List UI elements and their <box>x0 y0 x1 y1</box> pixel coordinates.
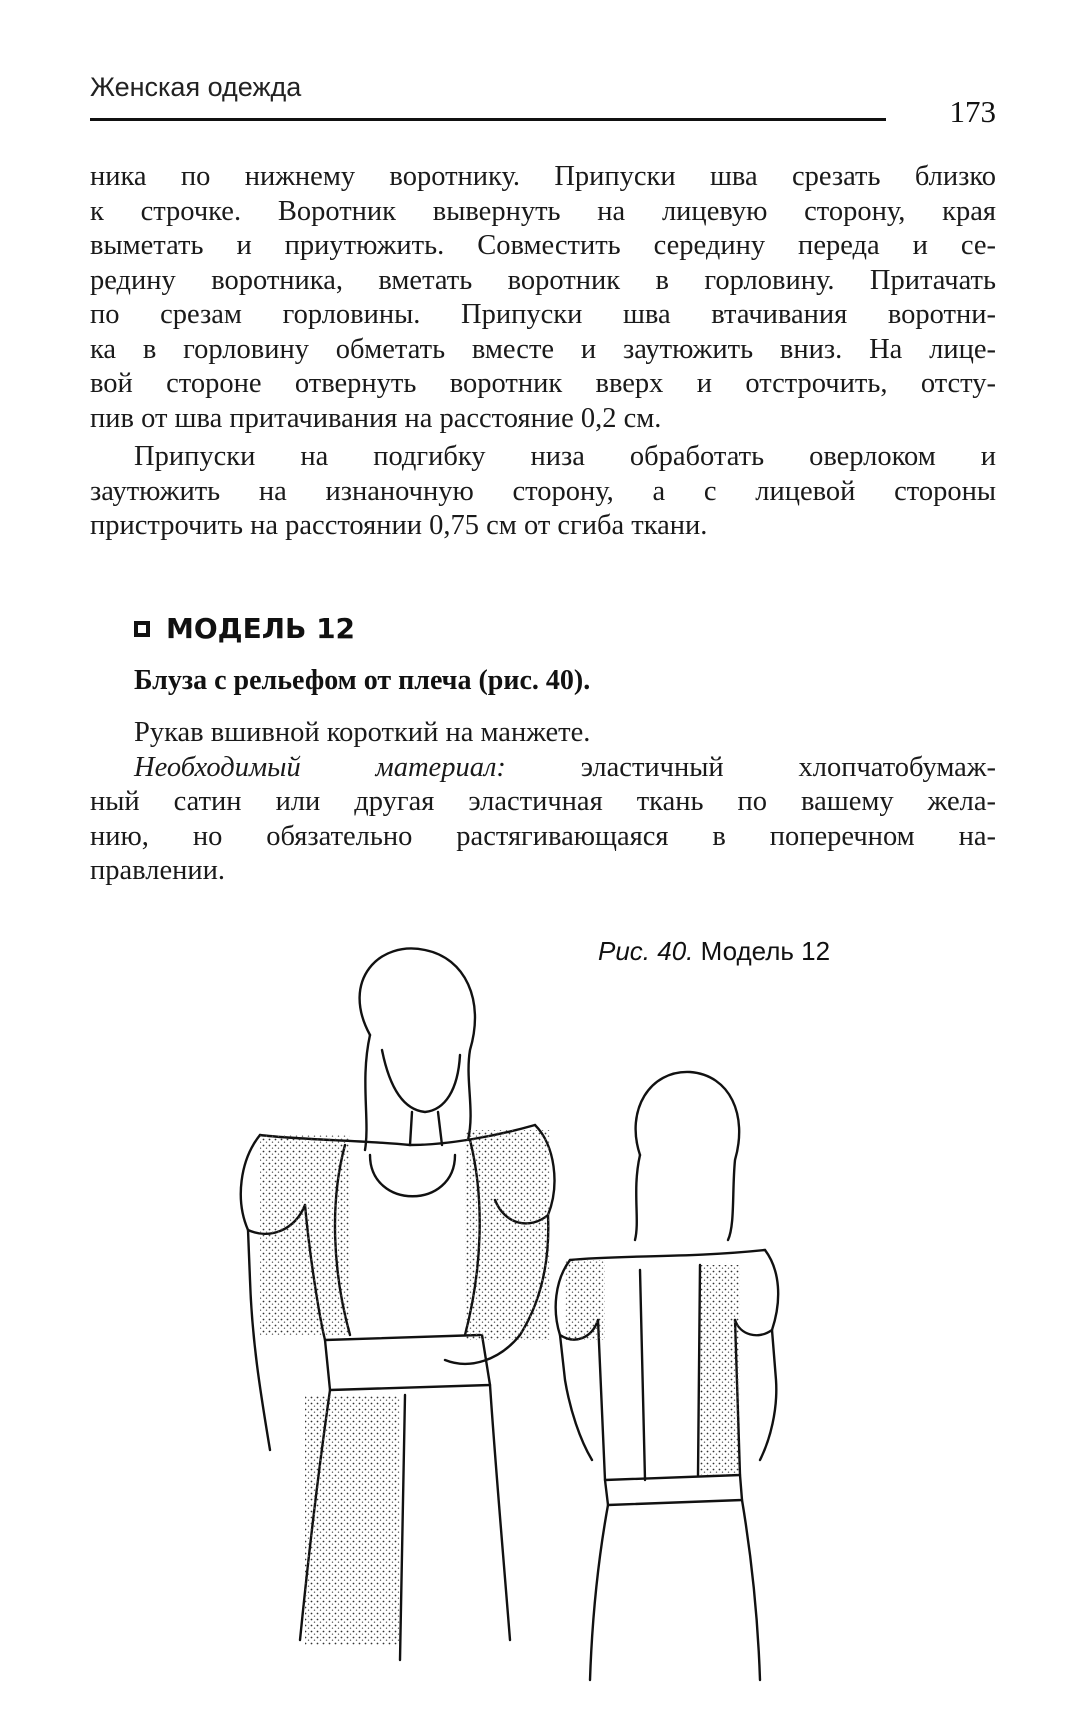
text-line: по срезам горловины. Припуски шва втачивания воротни- <box>90 299 996 330</box>
paragraph-1 <box>90 160 996 436</box>
text-line: к строчке. Воротник вывернуть на лицевую сторону, края <box>90 195 996 227</box>
header-rule <box>90 118 886 121</box>
text-line: Припуски на подгибку низа обработать оверлоком и <box>134 441 996 472</box>
back-view-figure <box>556 1072 778 1680</box>
material-first-rest: эластичный хлопчатобумаж- <box>505 751 996 783</box>
paragraph-2 <box>90 440 996 544</box>
text-line: ника по нижнему воротнику. Припуски шва срезать близко <box>90 161 996 192</box>
text-line: ка в горловину обметать вместе и заутюжить вниз. На лице- <box>90 333 996 365</box>
figure-illustration <box>220 940 940 1700</box>
text-line: правлении. <box>90 855 225 886</box>
text-line: редину воротника, вметать воротник в горловину. Притачать <box>90 264 996 296</box>
text-line: ный сатин или другая эластичная ткань по вашему жела- <box>90 786 996 817</box>
text-line: пристрочить на расстоянии 0,75 см от сгиба ткани. <box>90 510 708 541</box>
square-bullet-icon <box>134 621 150 637</box>
text-line: выметать и приутюжить. Совместить середину переда и се- <box>90 230 996 261</box>
text-line: пив от шва притачивания на расстояние 0,2 см. <box>90 402 662 434</box>
text-line: заутюжить на изнаночную сторону, а с лицевой стороны <box>90 475 996 507</box>
front-view-figure <box>241 948 555 1660</box>
text-line <box>90 751 996 786</box>
material-label: Необходимый материал: <box>134 751 506 783</box>
section-subheading: Блуза с рельефом от плеча (рис. 40). <box>134 665 591 696</box>
page-number: 173 <box>949 94 996 129</box>
paragraph-3 <box>90 716 996 889</box>
section-heading-text: МОДЕЛЬ 12 <box>166 612 356 645</box>
section-heading <box>134 612 355 645</box>
text-line: нию, но обязательно растягивающаяся в поперечном на- <box>90 820 996 852</box>
text-line: Рукав вшивной короткий на манжете. <box>134 717 591 748</box>
figure-caption-label: Рис. 40. <box>598 936 694 966</box>
figure-caption-text: Модель 12 <box>693 936 831 966</box>
running-header: Женская одежда <box>90 72 302 102</box>
text-line: вой стороне отвернуть воротник вверх и отстрочить, отсту- <box>90 368 996 399</box>
